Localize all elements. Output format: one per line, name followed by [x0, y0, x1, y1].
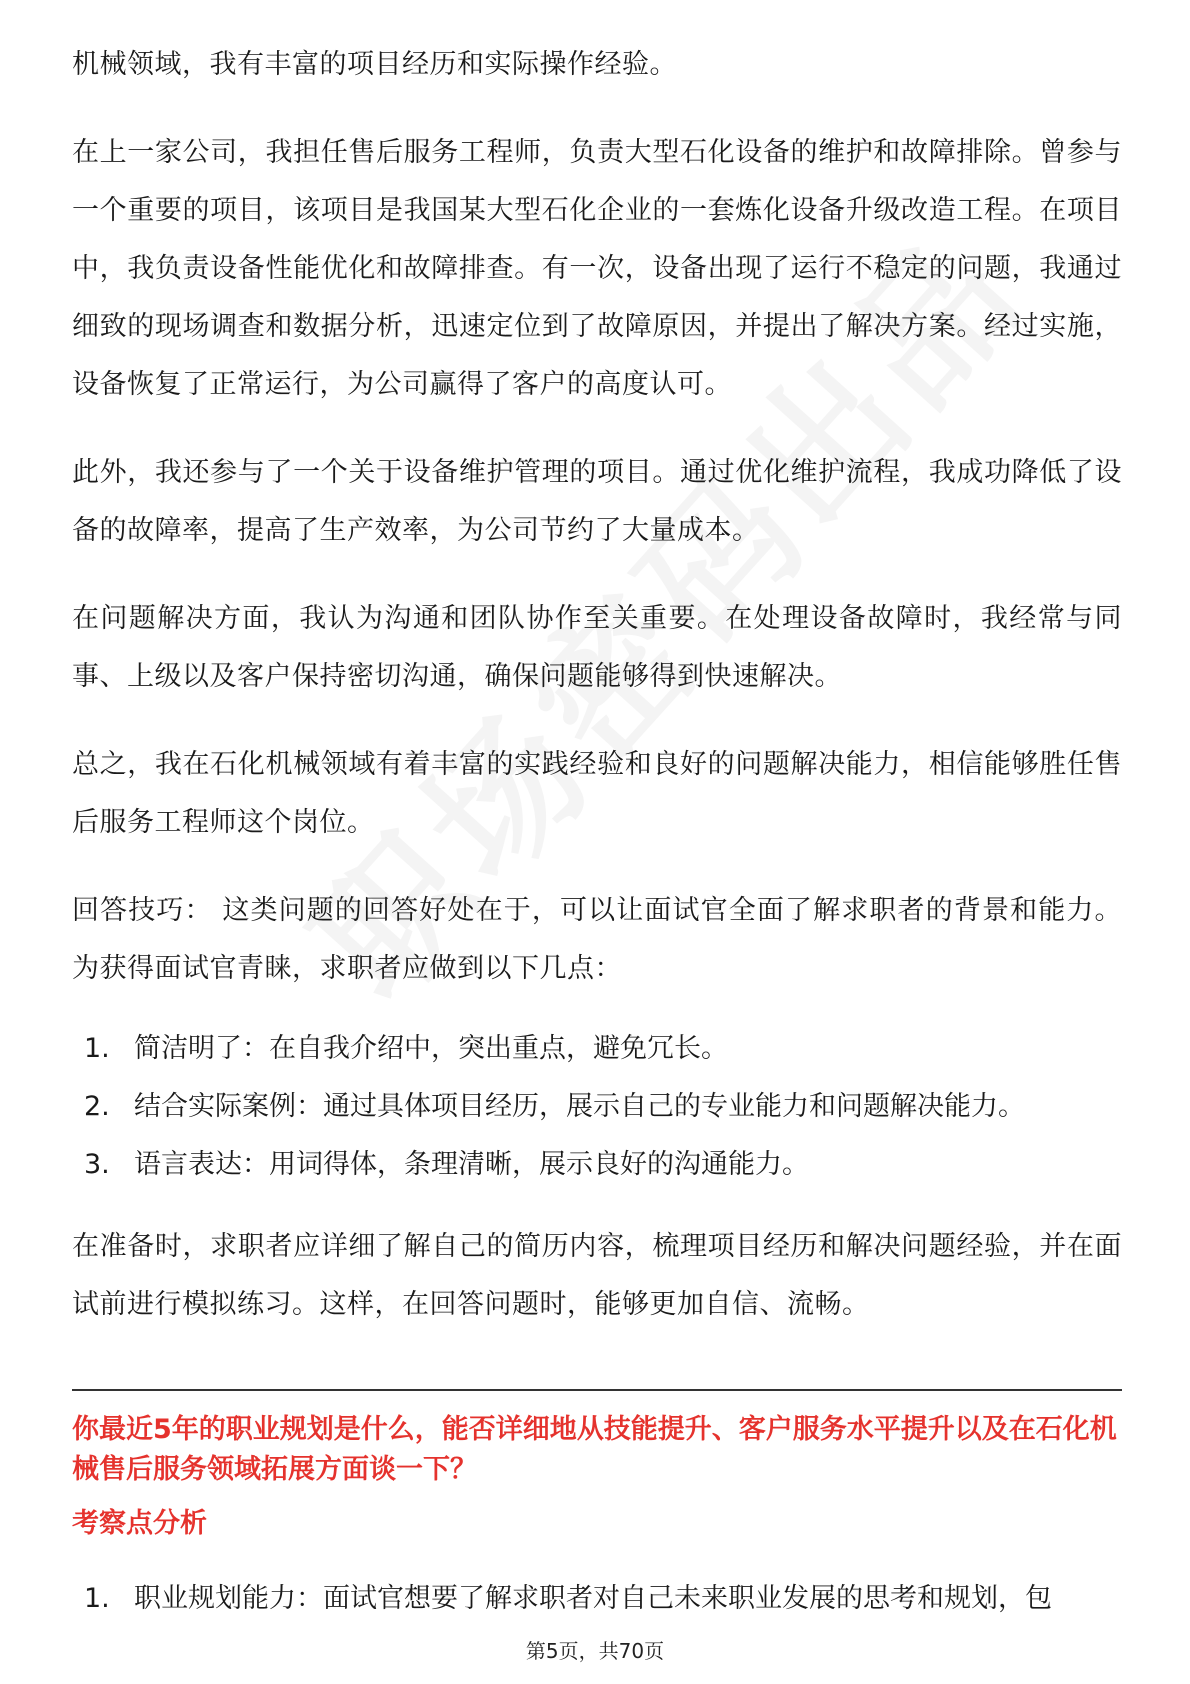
list-text: 语言表达：用词得体，条理清晰，展示良好的沟通能力。	[134, 1149, 809, 1180]
list-number: 3.	[84, 1149, 110, 1180]
list-item	[72, 1078, 1122, 1136]
paragraph: 在上一家公司，我担任售后服务工程师，负责大型石化设备的维护和故障排除。曾参与一个重要的项目，该项目是我国某大型石化企业的一套炼化设备升级改造工程。在项目中，我负责设备性能优化和故障排查。有一次，设备出现了运行不稳定的问题，我通过细致的现场调查和数据分析，迅速定位到了故障原因，并提出了解决方案。经过实施，设备恢复了正常运行，为公司赢得了客户的高度认可。	[72, 137, 1122, 400]
section-divider	[72, 1389, 1122, 1391]
paragraph: 总之，我在石化机械领域有着丰富的实践经验和良好的问题解决能力，相信能够胜任售后服务工程师这个岗位。	[72, 749, 1122, 838]
tips-list	[72, 1020, 1122, 1194]
list-text: 简洁明了：在自我介绍中，突出重点，避免冗长。	[134, 1033, 728, 1064]
analysis-heading: 考察点分析	[72, 1508, 207, 1539]
list-text: 结合实际案例：通过具体项目经历，展示自己的专业能力和问题解决能力。	[134, 1091, 1025, 1122]
list-item	[72, 1136, 1122, 1194]
list-text: 职业规划能力：面试官想要了解求职者对自己未来职业发展的思考和规划，包	[134, 1583, 1052, 1614]
page-footer: 第5页，共70页	[525, 1639, 665, 1663]
answer-tips-intro: 回答技巧： 这类问题的回答好处在于，可以让面试官全面了解求职者的背景和能力。为获得面试官青睐，求职者应做到以下几点：	[72, 895, 1122, 984]
paragraph: 此外，我还参与了一个关于设备维护管理的项目。通过优化维护流程，我成功降低了设备的故障率，提高了生产效率，为公司节约了大量成本。	[72, 457, 1122, 546]
body-text	[72, 36, 1122, 1334]
paragraph: 在准备时，求职者应详细了解自己的简历内容，梳理项目经历和解决问题经验，并在面试前进行模拟练习。这样，在回答问题时，能够更加自信、流畅。	[72, 1231, 1122, 1320]
list-item	[72, 1020, 1122, 1078]
list-number: 1.	[84, 1583, 110, 1614]
list-number: 2.	[84, 1091, 110, 1122]
list-number: 1.	[84, 1033, 110, 1064]
list-item	[72, 1570, 1142, 1628]
analysis-list	[72, 1570, 1142, 1628]
paragraph: 在问题解决方面，我认为沟通和团队协作至关重要。在处理设备故障时，我经常与同事、上级以及客户保持密切沟通，确保问题能够得到快速解决。	[72, 603, 1122, 692]
interview-question: 你最近5年的职业规划是什么，能否详细地从技能提升、客户服务水平提升以及在石化机械售后服务领域拓展方面谈一下？	[72, 1414, 1117, 1485]
paragraph: 机械领域，我有丰富的项目经历和实际操作经验。	[72, 49, 677, 80]
